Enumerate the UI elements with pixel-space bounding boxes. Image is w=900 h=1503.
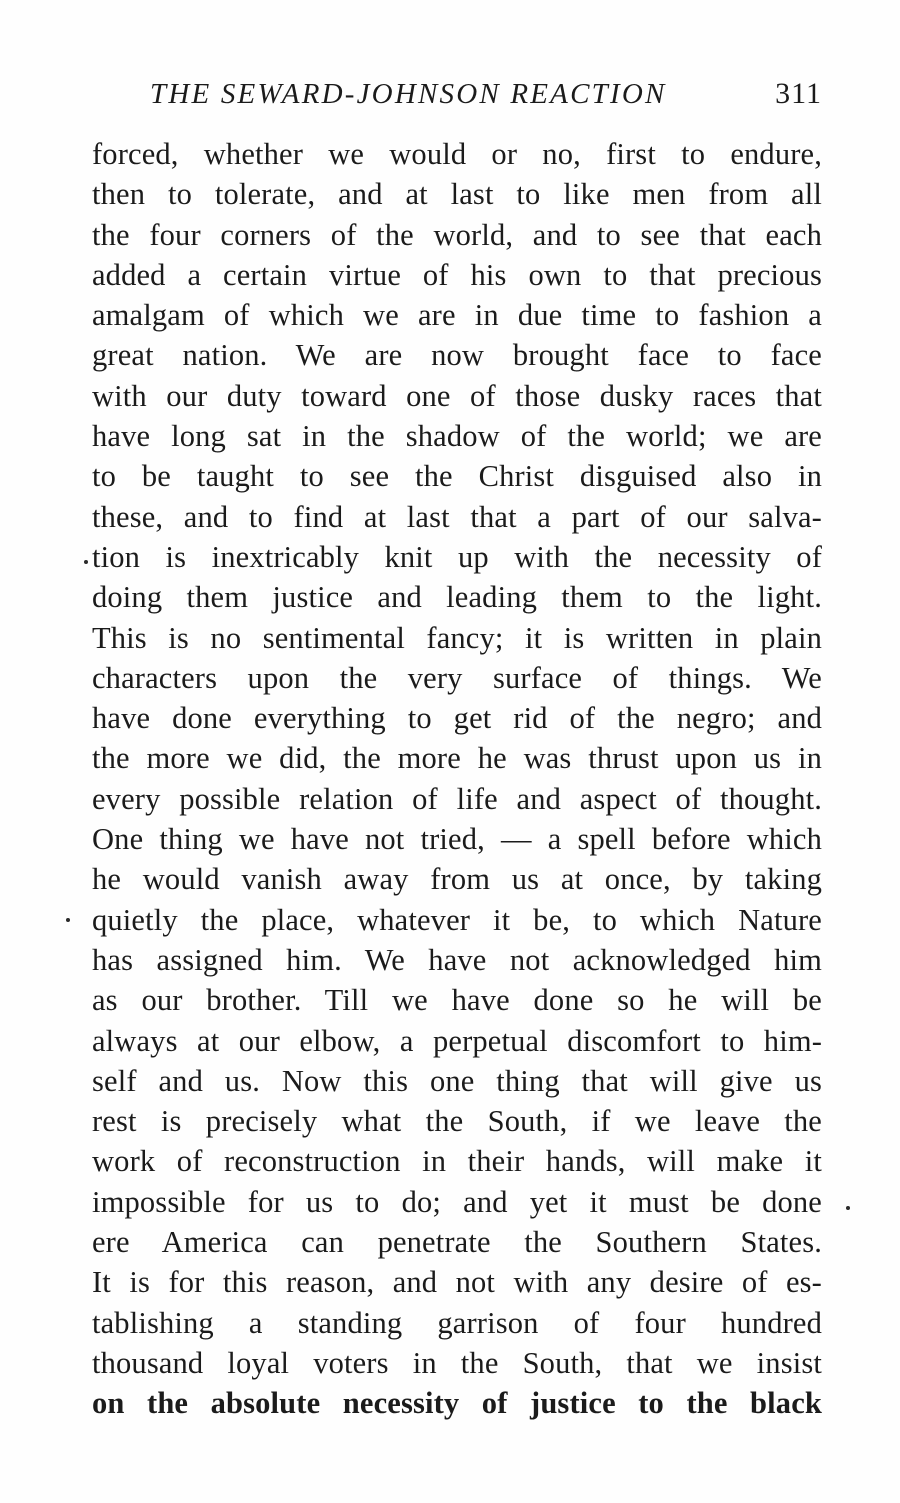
text-line: added a certain virtue of his own to that precious (92, 257, 822, 292)
page-number: 311 (775, 77, 822, 110)
text-line: to be taught to see the Christ disguised also in (92, 459, 822, 494)
margin-speck (84, 560, 88, 564)
text-line: tion is inextricably knit up with the necessity of (92, 539, 822, 574)
text-line: have long sat in the shadow of the world; we are (92, 419, 822, 454)
text-line: every possible relation of life and aspect of thought. (92, 781, 822, 816)
text-line: has assigned him. We have not acknowledged him (92, 942, 822, 977)
text-line: the more we did, the more he was thrust upon us in (92, 741, 822, 776)
text-line: thousand loyal voters in the South, that we insist (92, 1345, 822, 1380)
text-line: doing them justice and leading them to the light. (92, 580, 822, 615)
text-line: ere America can penetrate the Southern States. (92, 1225, 822, 1260)
margin-speck (66, 918, 70, 922)
text-line: the four corners of the world, and to see that each (92, 217, 822, 252)
text-line: as our brother. Till we have done so he will be (92, 983, 822, 1018)
text-line: amalgam of which we are in due time to fashion a (92, 298, 822, 333)
text-line: impossible for us to do; and yet it must be done (92, 1184, 822, 1219)
text-line: then to tolerate, and at last to like men from all (92, 177, 822, 212)
text-line: work of reconstruction in their hands, will make it (92, 1144, 822, 1179)
margin-speck (846, 1206, 850, 1210)
text-line: have done everything to get rid of the negro; and (92, 701, 822, 736)
text-line: This is no sentimental fancy; it is written in plain (92, 620, 822, 655)
text-line: forced, whether we would or no, first to endure, (92, 137, 822, 171)
body-text (92, 134, 822, 1424)
text-line: tablishing a standing garrison of four hundred (92, 1305, 822, 1340)
text-line: quietly the place, whatever it be, to which Nature (92, 902, 822, 937)
text-line: on the absolute necessity of justice to the black (92, 1386, 822, 1421)
text-line: great nation. We are now brought face to face (92, 338, 822, 373)
text-line: these, and to find at last that a part of our salva- (92, 499, 822, 534)
text-line: he would vanish away from us at once, by taking (92, 862, 822, 897)
running-title: THE SEWARD-JOHNSON REACTION (150, 78, 667, 110)
text-line: always at our elbow, a perpetual discomfort to him- (92, 1023, 822, 1058)
text-line: rest is precisely what the South, if we leave the (92, 1104, 822, 1139)
running-head (150, 74, 822, 114)
text-line: It is for this reason, and not with any desire of es- (92, 1265, 822, 1300)
text-line: with our duty toward one of those dusky races that (92, 378, 822, 413)
text-line: One thing we have not tried, — a spell before which (92, 822, 822, 857)
text-line: characters upon the very surface of things. We (92, 660, 822, 695)
text-line: self and us. Now this one thing that will give us (92, 1063, 822, 1098)
